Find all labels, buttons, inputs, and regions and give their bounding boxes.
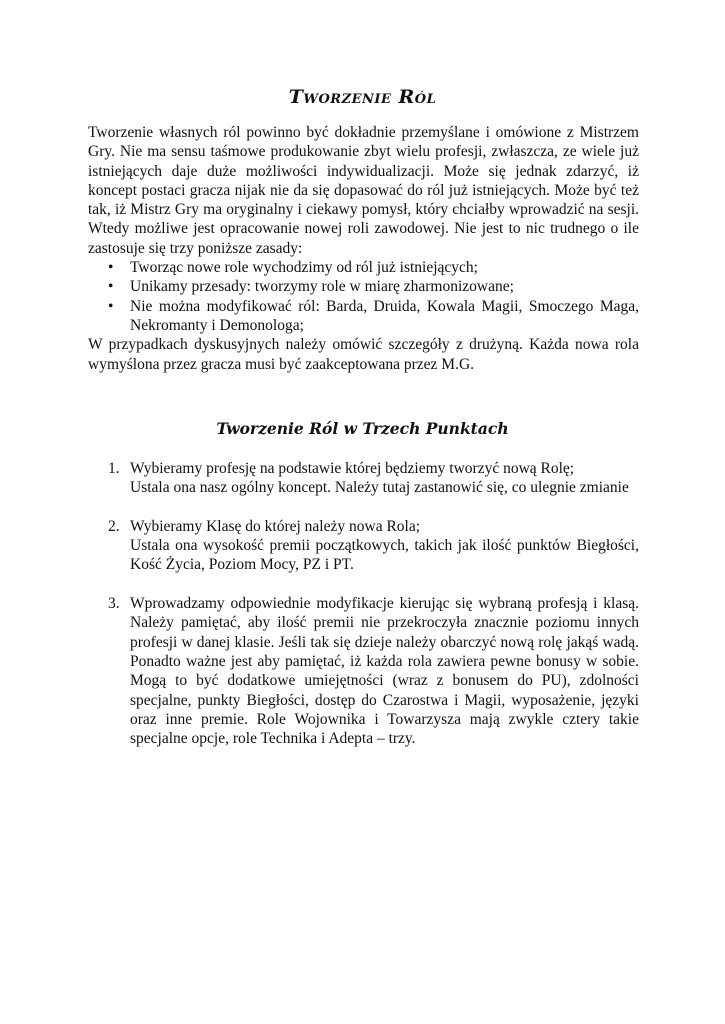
step-heading: Wybieramy profesję na podstawie której będziemy tworzyć nową Rolę; [130,460,575,477]
bullet-icon: • [108,278,114,296]
step-text: Wprowadzamy odpowiednie modyfikacje kierując się wybraną profesją i klasą. Należy pamiętać, aby ilość premii nie przekroczyła znacznie poziomu innych profesji w danej klasie. Jeśli tak się dzieje należy obarczyć nową rolę jakąś wadą. Ponadto ważne jest aby pamiętać, iż każda rola zawiera pewne bonusy w sobie. Mogą to być dodatkowe umiejętności (wraz z bonusem do PU), zdolności specjalne, punkty Biegłości, dostęp do Czarostwa i Magii, wyposażenie, języki oraz inne premie. Role Wojownika i Towarzysza mają zwykle cztery takie specjalne opcje, role Technika i Adepta – trzy. [130,595,639,748]
step-number: 2. [108,517,120,535]
intro-section [88,123,639,374]
bullet-icon: • [108,297,114,315]
section-title: Tworzenie Ról w Trzech Punktach [216,419,509,438]
step-number: 3. [108,595,120,613]
rules-list [88,258,639,335]
list-item [108,277,639,296]
step-number: 1. [108,460,120,477]
rule-text: Unikamy przesady: tworzymy role w miarę zharmonizowane; [130,278,514,296]
list-item [108,297,639,336]
list-item [108,258,639,277]
step-heading: Wybieramy Klasę do której należy nowa Rola; [130,517,421,535]
rule-text: Nie można modyfikować ról: Barda, Druida, Kowala Magii, Smoczego Maga, Nekromanty i Demonologa; [130,297,639,334]
list-item [88,459,639,498]
page-title: Tworzenie Ról [288,86,437,108]
step-text: Ustala ona nasz ogólny koncept. Należy tutaj zastanowić się, co ulegnie zmianie [130,479,629,497]
intro-paragraph: Tworzenie własnych ról powinno być dokładnie przemyślane i omówione z Mistrzem Gry. Nie ma sensu taśmowe produkowanie zbyt wielu profesji, zwłaszcza, ze wiele już istniejących daje duże możliwości indywidualizacji. Może się jednak zdarzyć, iż koncept postaci gracza nijak nie da się dopasować do ról już istniejących. Może być też tak, iż Mistrz Gry ma oryginalny i ciekawy pomysł, który chciałby wprowadzić na sesji. Wtedy możliwe jest opracowanie nowej roli zawodowej. Nie jest to nic trudnego o ile zastosuje się trzy poniższe zasady: [88,124,639,257]
closing-paragraph: W przypadkach dyskusyjnych należy omówić szczegóły z drużyną. Każda nowa rola wymyślona przez gracza musi być zaakceptowana przez M.G. [88,336,639,373]
bullet-icon: • [108,259,114,277]
step-text: Ustala ona wysokość premii początkowych, takich jak ilość punktów Biegłości, Kość Życia, Poziom Mocy, PZ i PT. [130,537,639,574]
rule-text: Tworząc nowe role wychodzimy od ról już istniejących; [130,259,478,277]
list-item [88,594,639,748]
steps-list [88,459,639,768]
list-item [88,517,639,575]
